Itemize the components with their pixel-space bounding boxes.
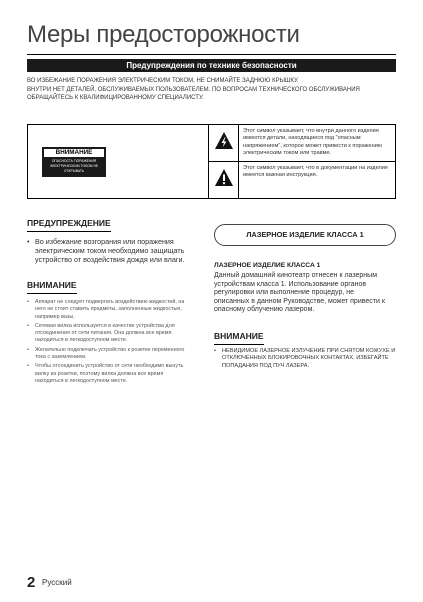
caution-label: ВНИМАНИЕ <box>44 149 104 157</box>
symbol-description-2: Этот символ указывает, что в документации на изделие имеется важная инструкция. <box>243 165 388 179</box>
intro-text <box>27 77 396 103</box>
symbol-description-1: Этот символ указывает, что внутри данного изделия имеются детали, находящиеся под "опасным напряжением", которое может привести к поражению электрическим током или травме. <box>243 128 383 157</box>
laser-heading: ЛАЗЕРНОЕ ИЗДЕЛИЕ КЛАССА 1 <box>214 262 321 269</box>
attention-heading-2: ВНИМАНИЕ <box>214 331 264 345</box>
list-item: • Аппарат не следует подвергать воздействию жидкостей, на него не стоит ставить предметы, заполненные жидкостью, например вазы. <box>27 299 192 321</box>
symbol-table <box>27 124 396 199</box>
list-item: • Чтобы отсоединить устройство от сети необходимо вынуть вилку из розетки, поэтому вилка должна все время находиться в легкодоступном месте. <box>27 363 192 385</box>
section-banner: Предупреждения по технике безопасности <box>27 59 396 72</box>
attention-list <box>27 299 192 385</box>
page-title: Меры предосторожности <box>27 21 300 48</box>
lightning-warning-icon <box>214 131 234 150</box>
page-language: Русский <box>42 578 72 587</box>
list-item: • Сетевая вилка используется в качестве устройства для отсоединения от сети питания. Она должна все время находиться в легкодоступном месте. <box>27 323 192 345</box>
page-number: 2 <box>27 574 36 591</box>
title-rule <box>27 54 396 55</box>
caution-label-box <box>42 147 106 177</box>
exclamation-warning-icon <box>214 168 234 187</box>
caution-subtext: ОПАСНОСТЬ ПОРАЖЕНИЯ ЭЛЕКТРИЧЕСКИМ ТОКОМ НЕ ОТКРЫВАТЬ <box>49 159 99 173</box>
attention-heading: ВНИМАНИЕ <box>27 280 77 294</box>
attention-list-2 <box>214 348 396 370</box>
caution-cell <box>28 125 209 198</box>
intro-line: ВО ИЗБЕЖАНИЕ ПОРАЖЕНИЯ ЭЛЕКТРИЧЕСКИМ ТОКОМ, НЕ СНИМАЙТЕ ЗАДНЮЮ КРЫШКУ. <box>27 78 299 84</box>
laser-class-label: ЛАЗЕРНОЕ ИЗДЕЛИЕ КЛАССА 1 <box>214 224 396 246</box>
intro-line: ВНУТРИ НЕТ ДЕТАЛЕЙ, ОБСЛУЖИВАЕМЫХ ПОЛЬЗОВАТЕЛЕМ. ПО ВОПРОСАМ ТЕХНИЧЕСКОГО ОБСЛУЖИВАНИЯ ОБРАЩАЙТЕСЬ К КВАЛИФИЦИРОВАННОМУ СПЕЦИАЛИСТУ. <box>27 86 360 102</box>
list-item: • НЕВИДИМОЕ ЛАЗЕРНОЕ ИЗЛУЧЕНИЕ ПРИ СНЯТОМ КОЖУХЕ И ОТКЛЮЧЕННЫХ БЛОКИРОВОЧНЫХ КОНТАКТАХ. ИЗБЕГАЙТЕ ПОПАДАНИЯ ПОД ПУЧ ЛАЗЕРА. <box>214 348 396 370</box>
list-item: • Желательно подключать устройство к розетке переменного тока с заземлением. <box>27 347 192 362</box>
laser-text: Данный домашний кинотеатр отнесен к лазерным устройствам класса 1. Использование органов регулировки или выполнение процедур, не описанных в данном Руководстве, может привести к опасному облучению лазером. <box>214 272 385 314</box>
list-item: • Во избежание возгорания или поражения электрическим током необходимо защищать устройство от воздействия дождя или влаги. <box>27 237 192 264</box>
warning-heading: ПРЕДУПРЕЖДЕНИЕ <box>27 218 111 232</box>
warning-list <box>27 237 192 264</box>
left-column <box>27 213 192 387</box>
table-divider <box>208 161 395 162</box>
